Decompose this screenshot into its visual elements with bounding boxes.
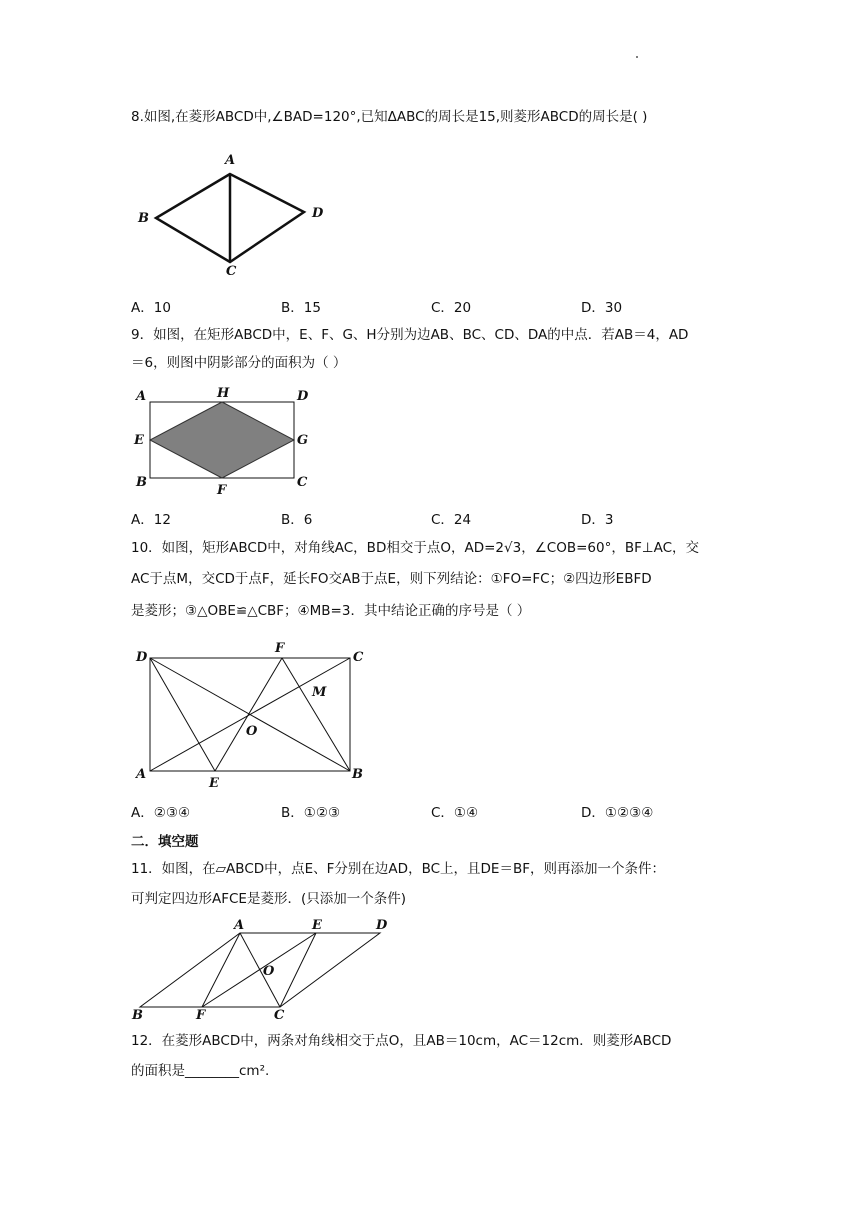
q8-option-c[interactable]: C．20 [431,300,472,316]
label-b: B [136,475,147,490]
q8-option-a[interactable]: A．10 [131,300,171,316]
label-o: O [263,964,275,979]
q10-text-line3: 是菱形；③△OBE≌△CBF；④MB=3．其中结论正确的序号是（ ） [131,603,531,619]
q10-option-a[interactable]: A．②③④ [131,805,191,821]
label-c: C [353,650,364,665]
q10-option-c[interactable]: C．①④ [431,805,479,821]
q10-rectangle-figure [130,638,375,793]
segment-fb [282,658,350,771]
label-a: A [234,918,245,933]
q10-text-line2: AC于点M，交CD于点F，延长FO交AB于点E，则下列结论：①FO=FC；②四边形EBFD [131,571,652,587]
q9-options [131,508,751,528]
label-m: M [312,685,327,700]
q9-option-d[interactable]: D．3 [581,512,614,528]
q10-option-b[interactable]: B．①②③ [281,805,341,821]
q12-text-line1: 12．在菱形ABCD中，两条对角线相交于点O，且AB＝10cm，AC＝12cm．则菱形ABCD [131,1033,672,1049]
q9-option-a[interactable]: A．12 [131,512,171,528]
label-c: C [274,1008,285,1023]
q8-text: 8.如图,在菱形ABCD中,∠BAD=120°,已知ΔABC的周长是15,则菱形ABCD的周长是( ) [131,109,648,125]
label-h: H [217,386,230,401]
label-b: B [138,211,149,226]
label-c: C [297,475,308,490]
label-d: D [376,918,388,933]
label-f: F [275,641,285,656]
label-b: B [132,1008,143,1023]
label-g: G [297,433,309,448]
q9-text-line1: 9．如图，在矩形ABCD中，E、F、G、H分别为边AB、BC、CD、DA的中点．若AB＝4，AD [131,327,689,343]
label-c: C [226,264,237,279]
q9-option-b[interactable]: B．6 [281,512,313,528]
page-dot [636,56,638,58]
q9-rectangle-figure [130,383,320,498]
q8-option-b[interactable]: B．15 [281,300,321,316]
q10-text-line1: 10．如图，矩形ABCD中，对角线AC，BD相交于点O，AD=2√3，∠COB=60°，BF⊥AC，交 [131,540,700,556]
label-f: F [196,1008,206,1023]
label-e: E [209,776,219,791]
label-b: B [352,767,363,782]
label-e: E [312,918,322,933]
q9-option-c[interactable]: C．24 [431,512,472,528]
segment-ef [215,658,282,771]
q9-text-line2: ＝6，则图中阴影部分的面积为（ ） [131,355,347,371]
q10-options [131,801,751,821]
q11-parallelogram-figure [130,915,400,1023]
diagonal-fe [202,933,316,1007]
q8-options [131,296,751,316]
label-f: F [217,483,227,498]
shaded-rhombus-efgh [150,402,294,478]
q11-text-line2: 可判定四边形AFCE是菱形．(只添加一个条件) [131,891,406,907]
label-d: D [312,206,324,221]
q11-text-line1: 11．如图，在▱ABCD中，点E、F分别在边AD，BC上，且DE＝BF，则再添加一个条件： [131,861,665,877]
label-d: D [136,650,148,665]
segment-de [150,658,215,771]
q12-text-line2: 的面积是________cm². [131,1063,270,1079]
q8-rhombus-figure [130,145,340,280]
section-heading-fill-in: 二．填空题 [131,834,199,850]
label-a: A [225,153,236,168]
label-d: D [297,389,309,404]
q8-option-d[interactable]: D．30 [581,300,623,316]
q10-option-d[interactable]: D．①②③④ [581,805,654,821]
label-a: A [136,389,147,404]
label-a: A [136,767,147,782]
label-e: E [134,433,144,448]
label-o: O [246,724,258,739]
